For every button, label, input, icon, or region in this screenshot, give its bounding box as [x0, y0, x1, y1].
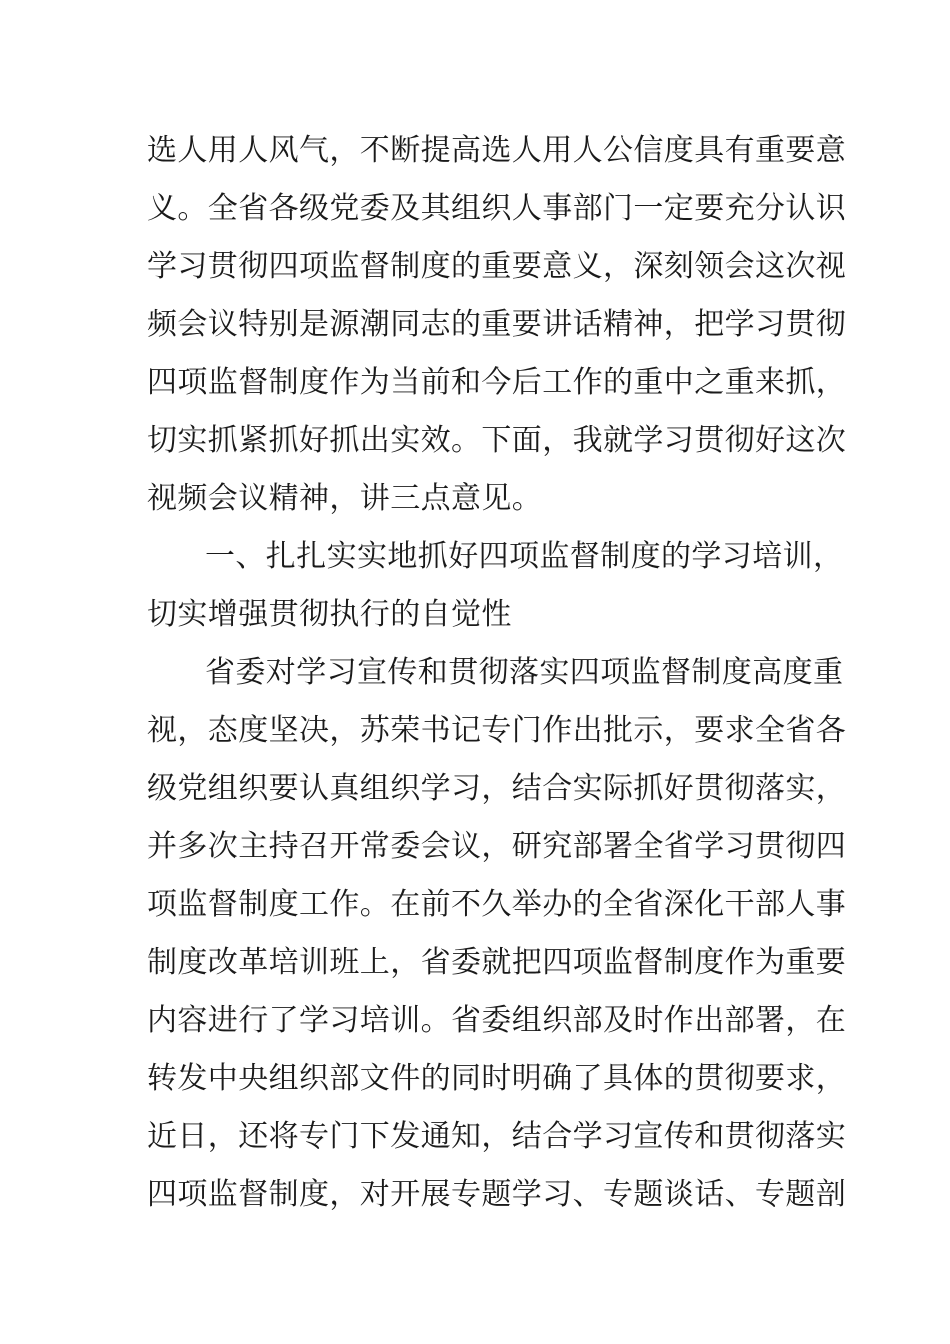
- text-line: 频会议特别是源潮同志的重要讲话精神，把学习贯彻: [147, 307, 847, 342]
- text-line: 四项监督制度作为当前和今后工作的重中之重来抓，: [147, 365, 847, 400]
- text-line: 级党组织要认真组织学习，结合实际抓好贯彻落实，: [147, 771, 847, 806]
- text-line: 内容进行了学习培训。省委组织部及时作出部署，在: [147, 1003, 847, 1038]
- section-heading-line: 切实增强贯彻执行的自觉性: [147, 597, 512, 632]
- text-line: 学习贯彻四项监督制度的重要意义，深刻领会这次视: [147, 249, 847, 284]
- body-text: [147, 122, 847, 1224]
- text-line: 切实抓紧抓好抓出实效。下面，我就学习贯彻好这次: [147, 423, 847, 458]
- text-line: 转发中央组织部文件的同时明确了具体的贯彻要求，: [147, 1061, 847, 1096]
- text-line: 制度改革培训班上，省委就把四项监督制度作为重要: [147, 945, 847, 980]
- text-line: 近日，还将专门下发通知，结合学习宣传和贯彻落实: [147, 1119, 847, 1154]
- section-heading-line: 一、扎扎实实地抓好四项监督制度的学习培训，: [205, 539, 844, 574]
- text-line: 并多次主持召开常委会议，研究部署全省学习贯彻四: [147, 829, 847, 864]
- text-line: 四项监督制度，对开展专题学习、专题谈话、专题剖: [147, 1177, 847, 1212]
- text-line: 义。全省各级党委及其组织人事部门一定要充分认识: [147, 191, 847, 226]
- paragraph-first-line: 省委对学习宣传和贯彻落实四项监督制度高度重: [205, 655, 844, 690]
- text-line: 视频会议精神，讲三点意见。: [147, 481, 543, 516]
- text-line: 选人用人风气，不断提高选人用人公信度具有重要意: [147, 133, 847, 168]
- text-line: 视，态度坚决，苏荣书记专门作出批示，要求全省各: [147, 713, 847, 748]
- text-line: 项监督制度工作。在前不久举办的全省深化干部人事: [147, 887, 847, 922]
